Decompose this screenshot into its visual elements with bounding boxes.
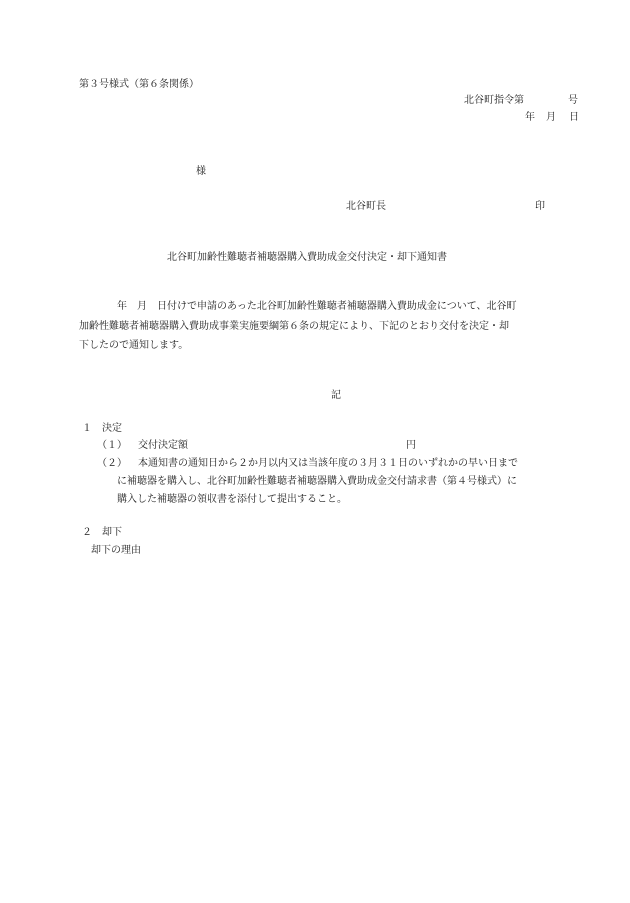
body-text-line-3: 下したので通知します。 — [79, 340, 189, 351]
document-number-prefix: 北谷町指令第 — [464, 95, 524, 106]
condition-text-line-3: 購入した補聴器の領収書を添付して提出すること。 — [117, 494, 347, 505]
rejection-reason-label: 却下の理由 — [91, 545, 141, 556]
document-title: 北谷町加齢性難聴者補聴器購入費助成金交付決定・却下通知書 — [167, 252, 447, 263]
form-number: 第３号様式（第６条関係） — [79, 79, 199, 90]
recipient-honorific: 様 — [196, 166, 206, 177]
condition-text-line-2: に補聴器を購入し、北谷町加齢性難聴者補聴器購入費助成金交付請求書（第４号様式）に — [117, 476, 517, 487]
section-label: 決定 — [102, 423, 122, 434]
date-day-label: 日 — [569, 112, 579, 123]
section-label: 却下 — [102, 527, 122, 538]
item-number: （２） — [97, 458, 127, 469]
body-text-line-2: 加齢性難聴者補聴器購入費助成事業実施要綱第６条の規定により、下記のとおり交付を決定・却 — [79, 321, 509, 332]
section-number: ２ — [82, 527, 92, 538]
item-number: （１） — [97, 440, 127, 451]
date-year-label: 年 — [525, 112, 535, 123]
body-text-line-1: 年 月 日付けで申請のあった北谷町加齢性難聴者補聴器購入費助成金について、北谷町 — [117, 301, 517, 312]
grant-amount-label: 交付決定額 — [138, 440, 188, 451]
document-number-suffix: 号 — [568, 95, 578, 106]
condition-text-line-1: 本通知書の通知日から２か月以内又は当該年度の３月３１日のいずれかの早い日まで — [138, 458, 518, 469]
date-month-label: 月 — [546, 112, 556, 123]
seal-mark: 印 — [535, 201, 545, 212]
section-number: １ — [82, 423, 92, 434]
ki-heading: 記 — [331, 390, 341, 401]
issuer-name: 北谷町長 — [346, 201, 386, 212]
yen-unit: 円 — [406, 440, 416, 451]
